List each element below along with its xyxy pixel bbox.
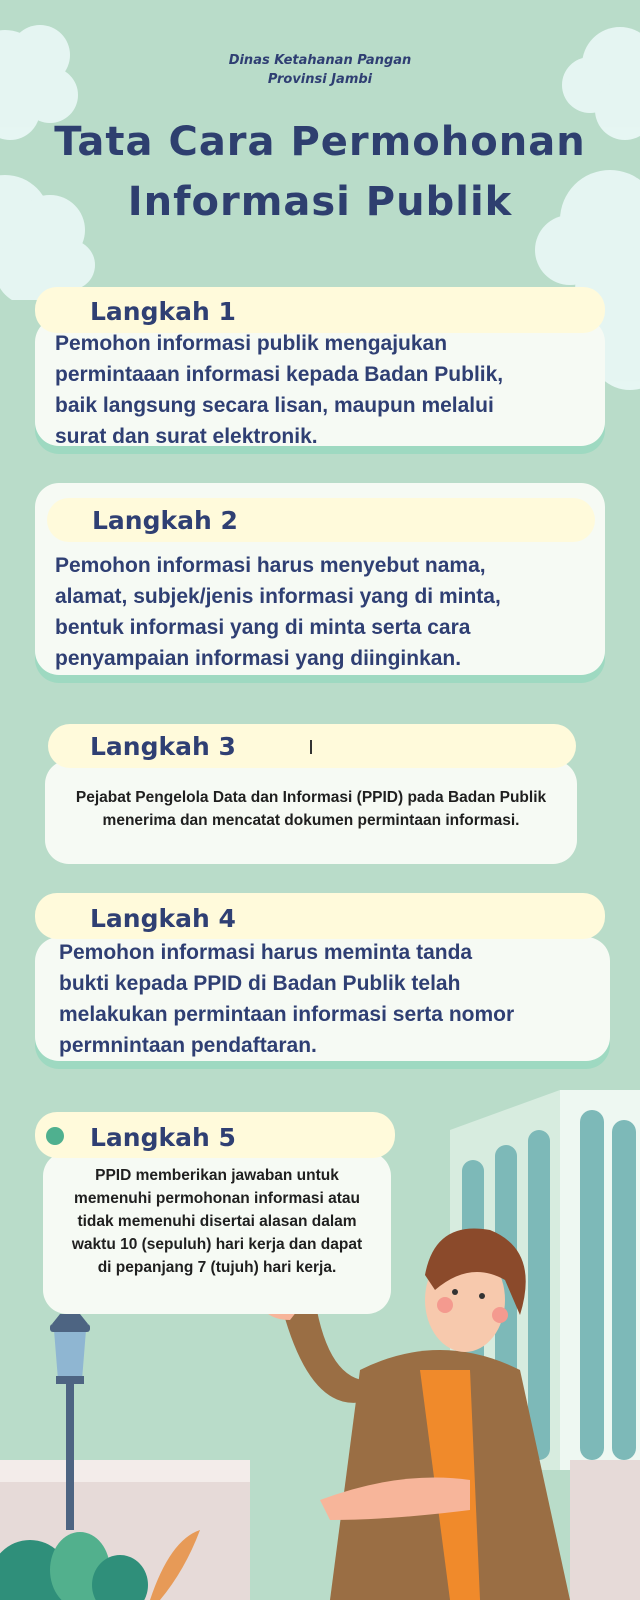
step-3-label: Langkah 3 (90, 732, 236, 761)
text-cursor (310, 740, 312, 754)
organization-name: Dinas Ketahanan Pangan (228, 53, 412, 68)
leaf-icon (0, 1500, 220, 1600)
street-lamp-icon (40, 1310, 100, 1530)
step-5-marker-dot (46, 1127, 64, 1145)
step-5-label: Langkah 5 (90, 1123, 236, 1152)
page-title-line1: Tata Cara Permohonan (54, 119, 586, 165)
step-1-label: Langkah 1 (90, 297, 236, 326)
step-2-label: Langkah 2 (92, 506, 238, 535)
infographic: Dinas Ketahanan Pangan Provinsi Jambi Tata Cara Permohonan Informasi Publik Langkah 1 Pemohon informasi publik mengajukan permintaaan informasi kepada Badan Publik, baik langsung secara lisan, maupun melalui surat dan surat elektronik. Langkah 2 Pemohon informasi harus menyebut nama, alamat, subjek/jenis informasi yang di minta, bentuk informasi yang di minta serta cara penyampaian informasi yang diinginkan. Langkah 3 Pejabat Pengelola Data dan Informasi (PPID) pada Badan Publik menerima dan mencatat dokumen permintaan informasi. Langkah 4 Pemohon informasi harus meminta tanda bukti kepada PPID di Badan Publik telah melakukan permintaan informasi serta nomor permnintaan pendaftaran. Langkah 5 PPID memberikan jawaban untuk memenuhi permohonan informasi atau tidak memenuhi disertai alasan dalam waktu 10 (sepuluh) hari kerja dan dapat di pepanjang 7 (tujuh) hari kerja. (0, 0, 640, 1600)
wall-top (0, 1460, 250, 1482)
organization-region: Provinsi Jambi (267, 72, 373, 87)
step-4-label: Langkah 4 (90, 904, 236, 933)
page-title-line2: Informasi Publik (127, 179, 513, 225)
